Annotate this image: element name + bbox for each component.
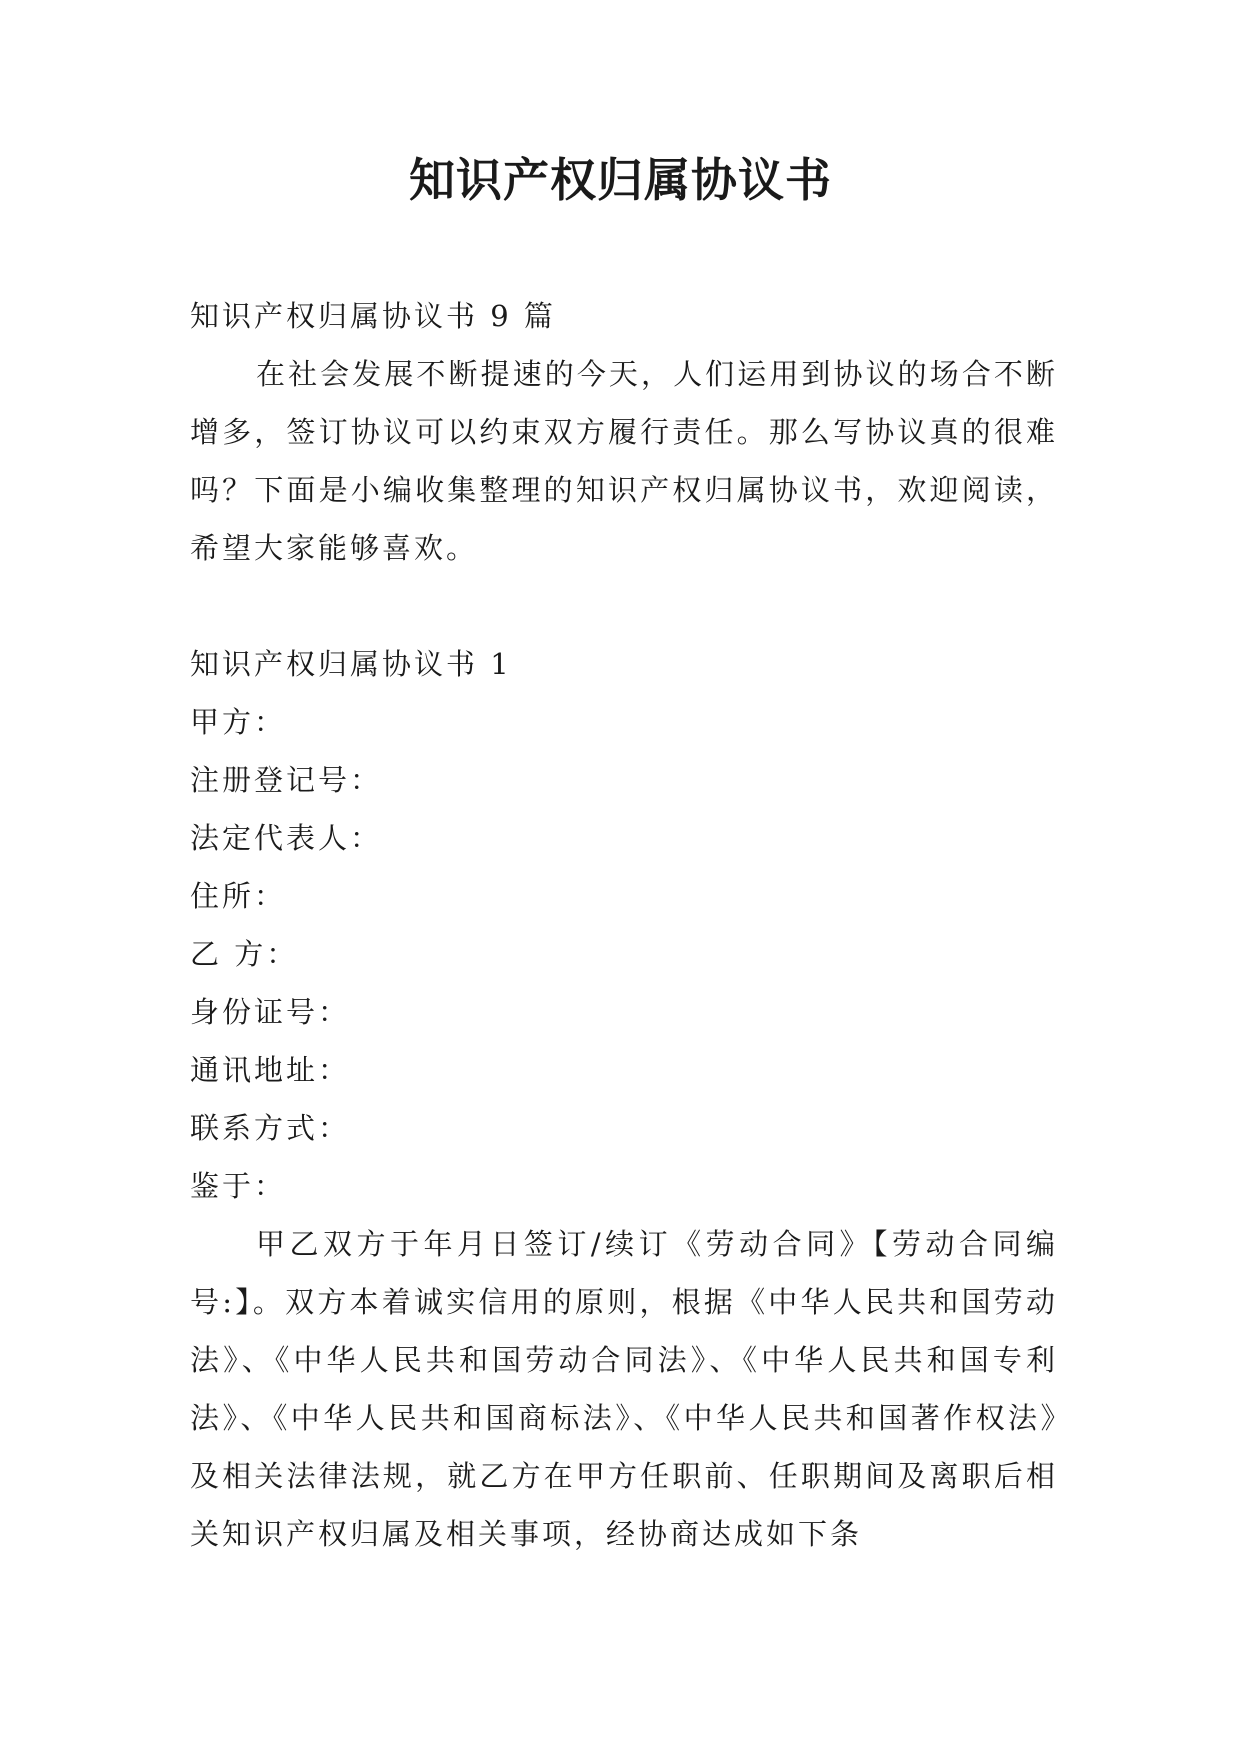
- field-party-a: 甲方：: [190, 705, 287, 739]
- field-mailing-address: 通讯地址：: [190, 1053, 351, 1087]
- document-subtitle: 知识产权归属协议书 9 篇: [190, 299, 556, 333]
- document-body: [190, 287, 1058, 1563]
- field-contact: 联系方式：: [190, 1111, 351, 1145]
- field-id-number: 身份证号：: [190, 995, 351, 1029]
- section-heading: 知识产权归属协议书 1: [190, 647, 512, 681]
- field-domicile: 住所：: [190, 879, 287, 913]
- field-registration-number: 注册登记号：: [190, 763, 383, 797]
- field-whereas: 鉴于：: [190, 1169, 287, 1203]
- intro-paragraph: 在社会发展不断提速的今天，人们运用到协议的场合不断增多，签订协议可以约束双方履行责任。那么写协议真的很难吗？下面是小编收集整理的知识产权归属协议书，欢迎阅读，希望大家能够喜欢。: [190, 357, 1058, 565]
- document-title: 知识产权归属协议书: [409, 153, 832, 207]
- field-legal-representative: 法定代表人：: [190, 821, 383, 855]
- field-party-b: 乙 方：: [190, 937, 299, 971]
- body-paragraph: 甲乙双方于年月日签订/续订《劳动合同》【劳动合同编号:】。双方本着诚实信用的原则，根据《中华人民共和国劳动法》、《中华人民共和国劳动合同法》、《中华人民共和国专利法》、《中华人民共和国商标法》、《中华人民共和国著作权法》及相关法律法规，就乙方在甲方任职前、任职期间及离职后相关知识产权归属及相关事项，经协商达成如下条: [190, 1227, 1058, 1551]
- paragraph-spacer: [190, 577, 1058, 635]
